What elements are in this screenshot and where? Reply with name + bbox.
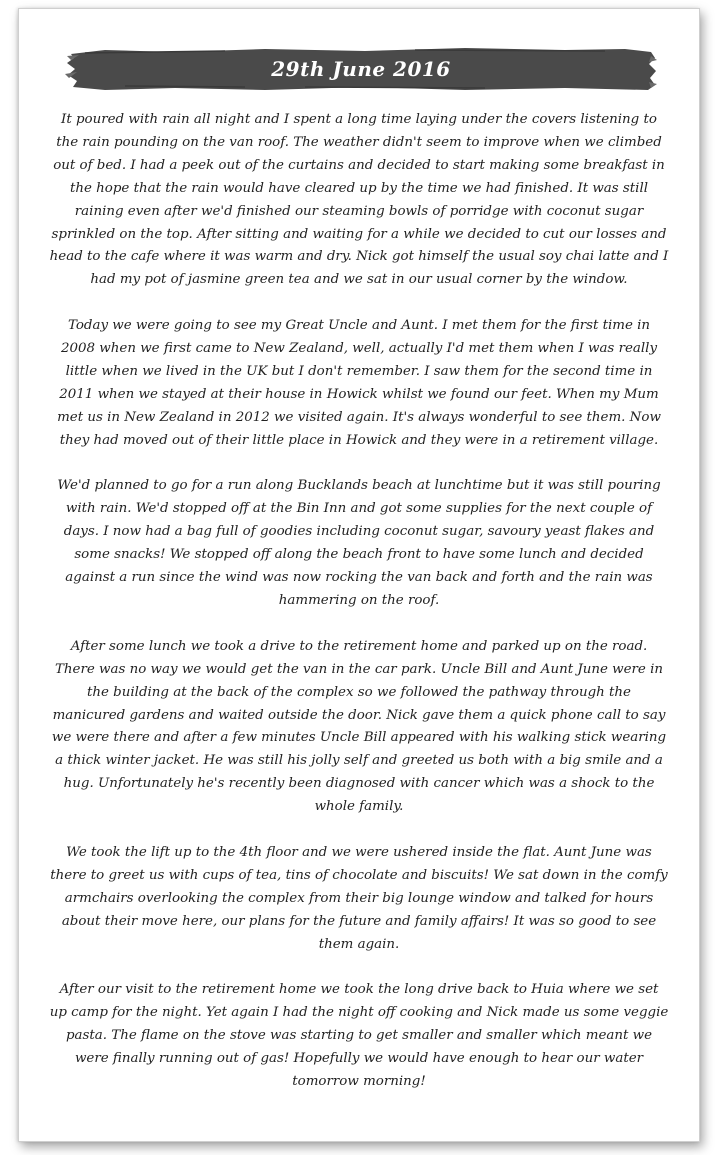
entry-paragraph: It poured with rain all night and I spent a long time laying under the covers listening to the rain pounding on the van roof. The weather didn't seem to improve when we climbed out of bed. I had a peek out of the curtains and decided to start making some breakfast in the hope that the rain would have cleared up by the time we had finished. It was still raining even after we'd finished our steaming bowls of porridge with coconut sugar sprinkled on the top. After sitting and waiting for a while we decided to cut our losses and head to the cafe where it was warm and dry. Nick got himself the usual soy chai latte and I had my pot of jasmine green tea and we sat in our usual corner by the window. bbox=[49, 112, 669, 288]
entry-paragraph: We'd planned to go for a run along Bucklands beach at lunchtime but it was still pouring with rain. We'd stopped off at the Bin Inn and got some supplies for the next couple of days. I now had a bag full of goodies including coconut sugar, savoury yeast flakes and some snacks! We stopped off along the beach front to have some lunch and decided against a run since the wind was now rocking the van back and forth and the rain was hammering on the roof. bbox=[57, 478, 661, 608]
entry-date: 29th June 2016 bbox=[271, 57, 451, 81]
entry-paragraph: After some lunch we took a drive to the retirement home and parked up on the road. There was no way we would get the van in the car park. Uncle Bill and Aunt June were in the building at the back of the complex so we followed the pathway through the manicured gardens and waited outside the door. Nick gave them a quick phone call to say we were there and after a few minutes Uncle Bill appeared with his walking stick wearing a thick winter jacket. He was still his jolly self and greeted us both with a big smile and a hug. Unfortunately he's recently been diagnosed with cancer which was a shock to the whole family. bbox=[51, 638, 667, 815]
entry-paragraph: We took the lift up to the 4th floor and we were ushered inside the flat. Aunt June was there to greet us with cups of tea, tins of chocolate and biscuits! We sat down in the comfy armchairs overlooking the complex from their big lounge window and talked for hours about their move here, our plans for the future and family affairs! It was so good to see them again. bbox=[50, 844, 668, 952]
entry-paragraph: Today we were going to see my Great Uncle and Aunt. I met them for the first time in 2008 when we first came to New Zealand, well, actually I'd met them when I was really little when we lived in the UK but I don't remember. I saw them for the second time in 2011 when we stayed at their house in Howick whilst we found our feet. When my Mum met us in New Zealand in 2012 we visited again. It's always wonderful to see them. Now they had moved out of their little place in Howick and they were in a retirement village. bbox=[57, 318, 661, 448]
date-banner bbox=[65, 44, 657, 94]
entry-body bbox=[49, 109, 669, 1117]
journal-page bbox=[18, 8, 700, 1142]
entry-paragraph: After our visit to the retirement home we took the long drive back to Huia where we set up camp for the night. Yet again I had the night off cooking and Nick made us some veggie pasta. The flame on the stove was starting to get smaller and smaller which meant we were finally running out of gas! Hopefully we would have enough to hear our water tomorrow morning! bbox=[49, 982, 669, 1089]
